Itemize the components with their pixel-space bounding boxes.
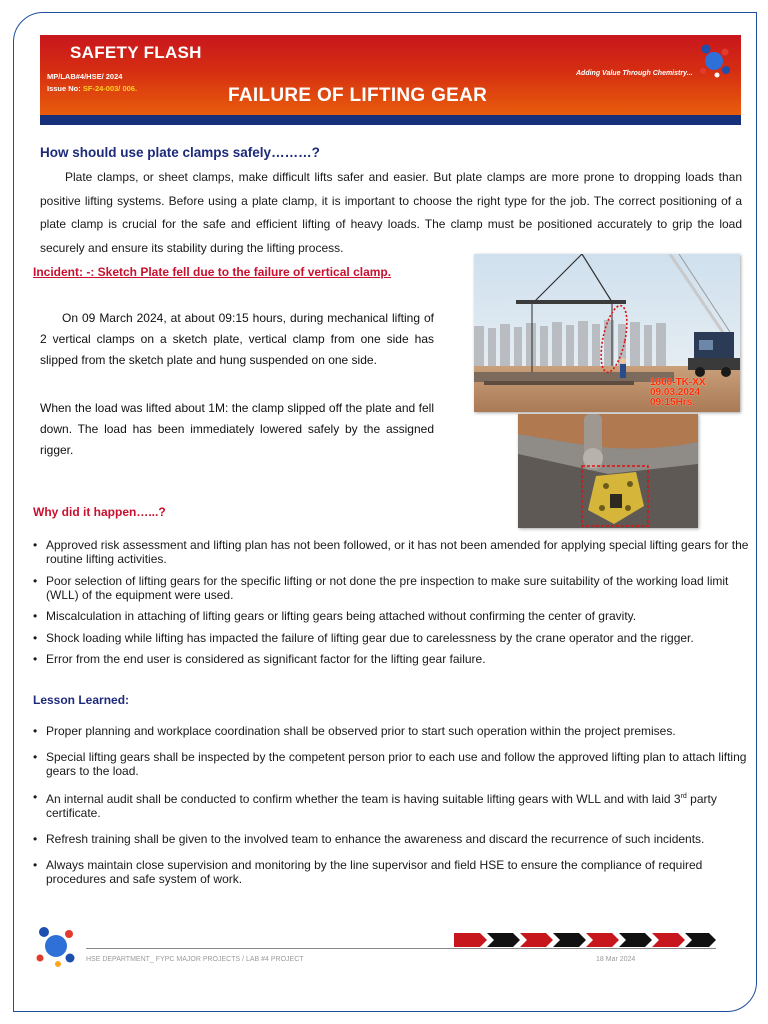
intro-paragraph: Plate clamps, or sheet clamps, make difficult lifts safer and easier. But plate clamps are more prone to dropping loads than positive lifting systems. Before using a plate clamp, it is important to choose the right type for the job. The correct positioning of a plate clamp is crucial for the safe and efficient lifting of heavy loads. The clamp must be positioned accurately to grip the load securely and ensure its stability during the lifting process. bbox=[40, 170, 742, 255]
incident-consequence: When the load was lifted about 1M: the clamp slipped off the plate and fell down. The load has been immediately lowered safely by the assigned rigger. bbox=[40, 401, 434, 457]
footer-molecule-logo-icon bbox=[32, 922, 78, 970]
why-item: • Poor selection of lifting gears for the specific lifting or not done the pre inspection to make sure suitability of the working load limit (WLL) of the equipment were used. bbox=[33, 574, 749, 602]
why-title: Why did it happen…...? bbox=[33, 505, 166, 519]
reference-number: MP/LAB#4/HSE/ 2024 bbox=[47, 72, 123, 81]
clamp-photo-image bbox=[518, 414, 698, 528]
lesson-item: • Refresh training shall be given to the involved team to enhance the awareness and discard the recurrence of such incidents. bbox=[33, 832, 749, 846]
why-item: • Miscalculation in attaching of lifting gears or lifting gears being attached without confirming the center of gravity. bbox=[33, 609, 749, 623]
lesson-item-tail: party certificate. bbox=[46, 792, 717, 820]
issue-label: Issue No: bbox=[47, 84, 81, 93]
safety-flash-title: SAFETY FLASH bbox=[70, 43, 202, 62]
footer-rule bbox=[86, 948, 716, 949]
lesson-item: • Proper planning and workplace coordination shall be observed prior to start such operation within the project premises. bbox=[33, 724, 749, 738]
stamp-tag: 1800-TK-XX bbox=[650, 377, 706, 388]
lesson-item: • Always maintain close supervision and monitoring by the line supervisor and field HSE to ensure the compliance of required procedures and safe system of work. bbox=[33, 858, 749, 886]
intro-question: How should use plate clamps safely………? bbox=[40, 145, 320, 160]
incident-title: Incident: -: Sketch Plate fell due to the failure of vertical clamp. bbox=[33, 265, 392, 279]
why-item: • Shock loading while lifting has impacted the failure of lifting gear due to carelessness by the crane operator and the rigger. bbox=[33, 631, 749, 645]
company-tagline: Adding Value Through Chemistry... bbox=[576, 70, 693, 77]
issue-number: SF-24-003/ 006. bbox=[82, 84, 138, 93]
incident-site-photo bbox=[474, 254, 740, 412]
lesson-title: Lesson Learned: bbox=[33, 693, 130, 707]
incident-description: On 09 March 2024, at about 09:15 hours, during mechanical lifting of 2 vertical clamps on a sketch plate, vertical clamp from one side has slipped from the sketch plate and hung suspended on one side. bbox=[40, 311, 434, 367]
molecule-logo-icon bbox=[693, 39, 735, 81]
lesson-list bbox=[33, 724, 749, 898]
why-item: • Approved risk assessment and lifting plan has not been followed, or it has not been amended for applying special lifting gears for the routine lifting activities. bbox=[33, 538, 749, 566]
footer-date: 18 Mar 2024 bbox=[596, 956, 636, 963]
footer-arrow-decoration bbox=[454, 933, 716, 947]
why-list bbox=[33, 538, 749, 674]
clamp-closeup-photo bbox=[518, 414, 698, 528]
header-underline bbox=[40, 115, 741, 125]
issue-line bbox=[47, 84, 137, 93]
page-heading: FAILURE OF LIFTING GEAR bbox=[228, 85, 488, 106]
stamp-time: 09:15Hrs. bbox=[650, 397, 696, 408]
header-banner bbox=[40, 35, 741, 115]
footer-department: HSE DEPARTMENT_ FYPC MAJOR PROJECTS / LAB #4 PROJECT bbox=[86, 956, 304, 963]
lesson-item: • Special lifting gears shall be inspected by the competent person prior to each use and follow the approved lifting plan to attach lifting gears to the load. bbox=[33, 750, 749, 778]
photo-timestamp bbox=[650, 378, 706, 408]
lesson-item bbox=[33, 790, 749, 820]
ordinal-suffix: rd bbox=[680, 793, 687, 800]
stamp-date: 09.03.2024 bbox=[650, 387, 701, 398]
why-item: • Error from the end user is considered as significant factor for the lifting gear failure. bbox=[33, 652, 749, 666]
lesson-item-text: An internal audit shall be conducted to confirm whether the team is having suitable lifting gears with WLL and with laid 3 bbox=[46, 792, 681, 806]
